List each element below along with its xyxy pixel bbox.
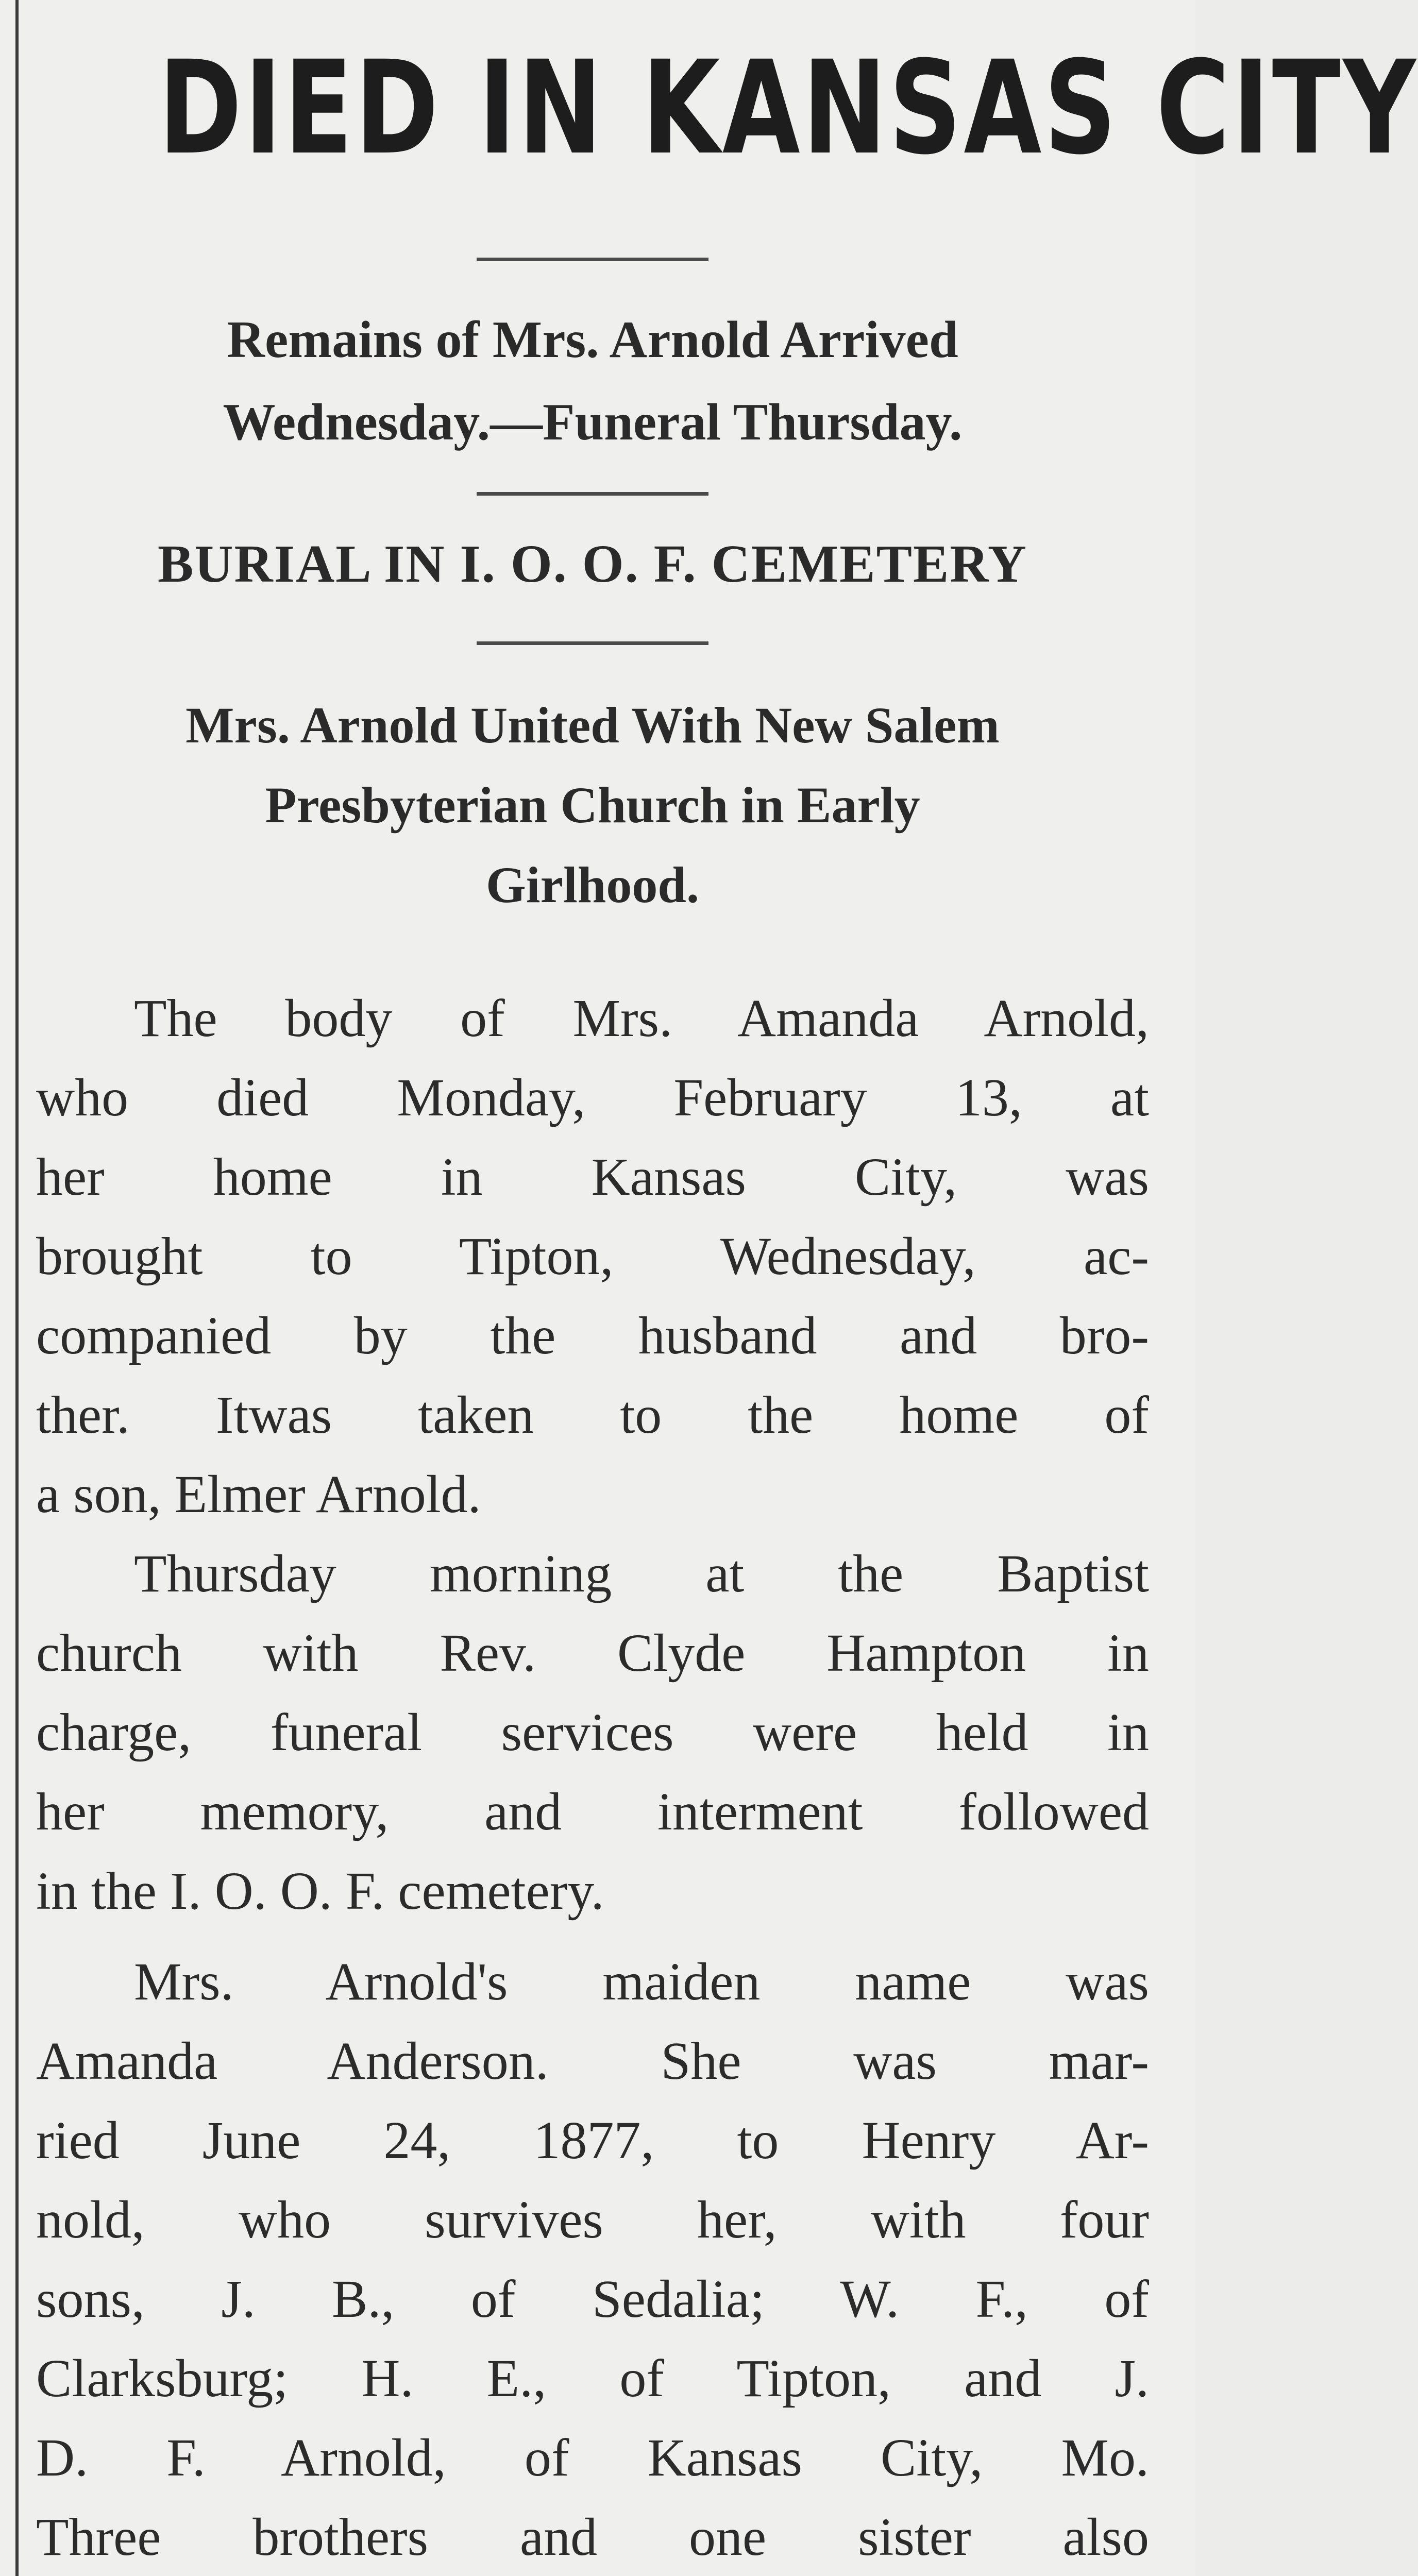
text-line: who died Monday, February 13, at <box>36 1068 1149 1127</box>
divider <box>477 641 708 645</box>
headline: DIED IN KANSAS CITY <box>158 33 1418 183</box>
subheadline-2 <box>36 526 1149 603</box>
column-rule <box>15 0 19 2576</box>
text-line: a son, Elmer Arnold. <box>36 1465 481 1524</box>
paragraph <box>36 979 1149 1534</box>
subheadline-2-line: BURIAL IN I. O. O. F. CEMETERY <box>158 534 1027 594</box>
text-line: Amanda Anderson. She was mar- <box>36 2031 1149 2091</box>
text-line: nold, who survives her, with four <box>36 2190 1149 2249</box>
text-line: her home in Kansas City, was <box>36 1147 1149 1207</box>
paragraph <box>36 1942 1149 2576</box>
divider <box>477 258 708 261</box>
subheadline-3-line: Girlhood. <box>486 856 699 913</box>
text-line: Clarksburg; H. E., of Tipton, and J. <box>36 2349 1149 2408</box>
subheadline-3-line: Presbyterian Church in Early <box>265 776 920 834</box>
text-line: Thursday morning at the Baptist <box>134 1544 1149 1603</box>
subheadline-3 <box>36 685 1149 925</box>
article-body <box>36 979 1149 2576</box>
divider <box>477 492 708 496</box>
text-line: D. F. Arnold, of Kansas City, Mo. <box>36 2428 1149 2487</box>
text-line: companied by the husband and bro- <box>36 1306 1149 1365</box>
subheadline-1-line: Remains of Mrs. Arnold Arrived <box>227 311 958 369</box>
text-line: charge, funeral services were held in <box>36 1703 1149 1762</box>
text-line: sons, J. B., of Sedalia; W. F., of <box>36 2269 1149 2329</box>
text-line: The body of Mrs. Amanda Arnold, <box>134 989 1149 1048</box>
text-line: church with Rev. Clyde Hampton in <box>36 1623 1149 1683</box>
text-line: ther. Itwas taken to the home of <box>36 1385 1149 1445</box>
paragraph <box>36 1534 1149 1931</box>
subheadline-1 <box>36 299 1149 464</box>
text-line: brought to Tipton, Wednesday, ac- <box>36 1227 1149 1286</box>
text-line: Mrs. Arnold's maiden name was <box>134 1952 1149 2011</box>
text-line: her memory, and interment followed <box>36 1782 1149 1841</box>
text-line: in the I. O. O. F. cemetery. <box>36 1861 604 1921</box>
subheadline-3-line: Mrs. Arnold United With New Salem <box>185 697 1000 754</box>
text-line: Three brothers and one sister also <box>36 2507 1149 2567</box>
subheadline-1-line: Wednesday.—Funeral Thursday. <box>223 393 963 451</box>
text-line: ried June 24, 1877, to Henry Ar- <box>36 2111 1149 2170</box>
